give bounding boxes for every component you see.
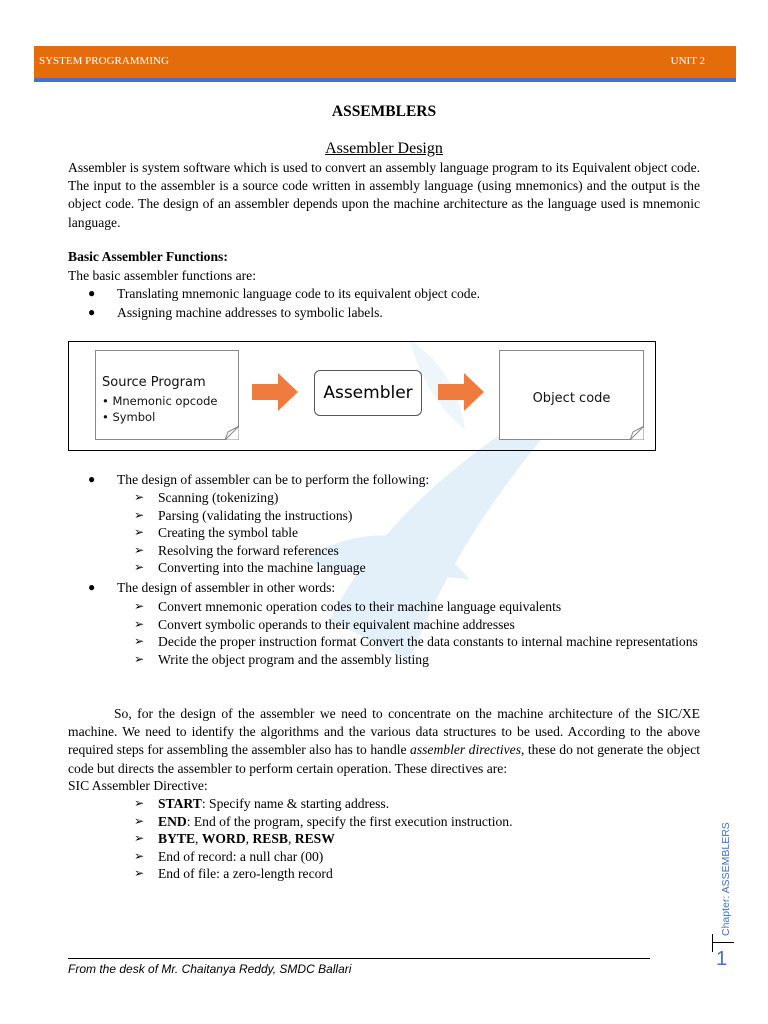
page-number: 1 <box>716 948 728 970</box>
design-other-words-bullet <box>68 580 708 599</box>
list-item: ➢ START: Specify name & starting address. <box>134 796 390 811</box>
basic-functions-lead: The basic assembler functions are: <box>68 268 256 283</box>
page-number-rule <box>712 942 734 943</box>
arrow-right-icon <box>438 373 484 411</box>
list-item: ● Assigning machine addresses to symbolic labels. <box>88 304 383 320</box>
list-item: ➢ Parsing (validating the instructions) <box>134 507 353 523</box>
emphasis-text: assembler directives <box>410 742 521 758</box>
header-unit: UNIT 2 <box>670 55 705 67</box>
list-item: ➢ Creating the symbol table <box>134 525 299 540</box>
source-program-box <box>95 350 239 440</box>
list-item: ➢ Write the object program and the assembly listing <box>134 651 429 667</box>
bullet-icon: ● <box>88 580 96 594</box>
object-code-box <box>499 350 644 440</box>
design-steps-bullet <box>68 472 708 491</box>
arrow-bullet-icon: ➢ <box>134 866 145 880</box>
bullet-icon: ● <box>88 304 96 319</box>
list-item: ➢ Convert symbolic operands to their equivalent machine addresses <box>134 616 515 632</box>
bullet-icon: ● <box>88 472 96 486</box>
bullet-icon: ● <box>88 286 96 300</box>
header-bar <box>34 46 736 82</box>
section-title: Assembler Design <box>325 140 443 157</box>
footer-rule <box>68 958 650 959</box>
page-number-rule <box>712 934 713 952</box>
list-item: ➢ End of file: a zero-length record <box>134 866 333 881</box>
arrow-bullet-icon: ➢ <box>134 599 145 613</box>
arrow-bullet-icon: ➢ <box>134 634 145 648</box>
arrow-bullet-icon: ➢ <box>134 831 145 845</box>
page-fold-icon <box>630 426 644 440</box>
source-item: • Symbol <box>102 410 156 424</box>
design-other-words-list <box>134 598 700 668</box>
list-item: ● Translating mnemonic language code to its equivalent object code. <box>88 286 481 301</box>
arrow-bullet-icon: ➢ <box>134 490 145 504</box>
list-item: ➢ Scanning (tokenizing) <box>134 490 279 505</box>
design-steps-list <box>134 489 700 577</box>
arrow-bullet-icon: ➢ <box>134 813 145 828</box>
arrow-bullet-icon: ➢ <box>134 616 145 631</box>
intro-paragraph: Assembler is system software which is used to convert an assembly language program to its Equivalent object code. The input to the assembler is a source code written in assembly language (using mnemonics) and the output is the object code. The design of an assembler depends upon the machine architecture as the language used is mnemonic language. <box>68 160 700 230</box>
arrow-bullet-icon: ➢ <box>134 651 145 666</box>
list-item: ➢ Converting into the machine language <box>134 560 366 575</box>
arrow-bullet-icon: ➢ <box>134 507 145 522</box>
page-fold-icon <box>225 426 239 440</box>
basic-functions-list <box>68 286 708 323</box>
document-title: ASSEMBLERS <box>331 103 437 120</box>
source-program-title: Source Program <box>102 375 206 390</box>
list-item: ➢ End of record: a null char (00) <box>134 848 324 864</box>
arrow-bullet-icon: ➢ <box>134 796 145 810</box>
source-item: • Mnemonic opcode <box>102 394 218 408</box>
assembler-box: Assembler <box>314 370 422 416</box>
arrow-bullet-icon: ➢ <box>134 542 145 557</box>
footer-credit: From the desk of Mr. Chaitanya Reddy, SMDC Ballari <box>68 962 352 976</box>
chapter-side-label: Chapter: ASSEMBLERS <box>720 822 732 936</box>
assembler-diagram <box>68 341 656 451</box>
directives-lead: SIC Assembler Directive: <box>68 778 208 793</box>
list-item: ➢ Resolving the forward references <box>134 542 339 558</box>
list-item: ➢ END: End of the program, specify the first execution instruction. <box>134 813 513 829</box>
arrow-bullet-icon: ➢ <box>134 848 145 863</box>
basic-functions-heading: Basic Assembler Functions: <box>68 249 228 264</box>
closing-paragraph: So, for the design of the assembler we need to concentrate on the machine architecture of the SIC/XE machine. We need to identify the algorithms and the various data structures to be used. According to the above required steps for assembling the assembler also has to handle assembler directives, these do not generate the object code but directs the assembler to perform certain operation. These directives are: <box>68 706 701 776</box>
list-item: ➢ Decide the proper instruction format Convert the data constants to internal machine representations <box>134 634 698 649</box>
list-item: ● The design of assembler can be to perform the following: <box>88 472 430 487</box>
arrow-bullet-icon: ➢ <box>134 560 145 574</box>
list-item: ➢ Convert mnemonic operation codes to their machine language equivalents <box>134 599 562 614</box>
directives-list <box>134 795 700 883</box>
header-subject: SYSTEM PROGRAMMING <box>39 55 169 67</box>
arrow-bullet-icon: ➢ <box>134 525 145 539</box>
list-item: ● The design of assembler in other words: <box>88 580 336 595</box>
list-item: ➢ BYTE, WORD, RESB, RESW <box>134 831 335 846</box>
arrow-right-icon <box>252 373 298 411</box>
object-code-label: Object code <box>532 391 611 406</box>
